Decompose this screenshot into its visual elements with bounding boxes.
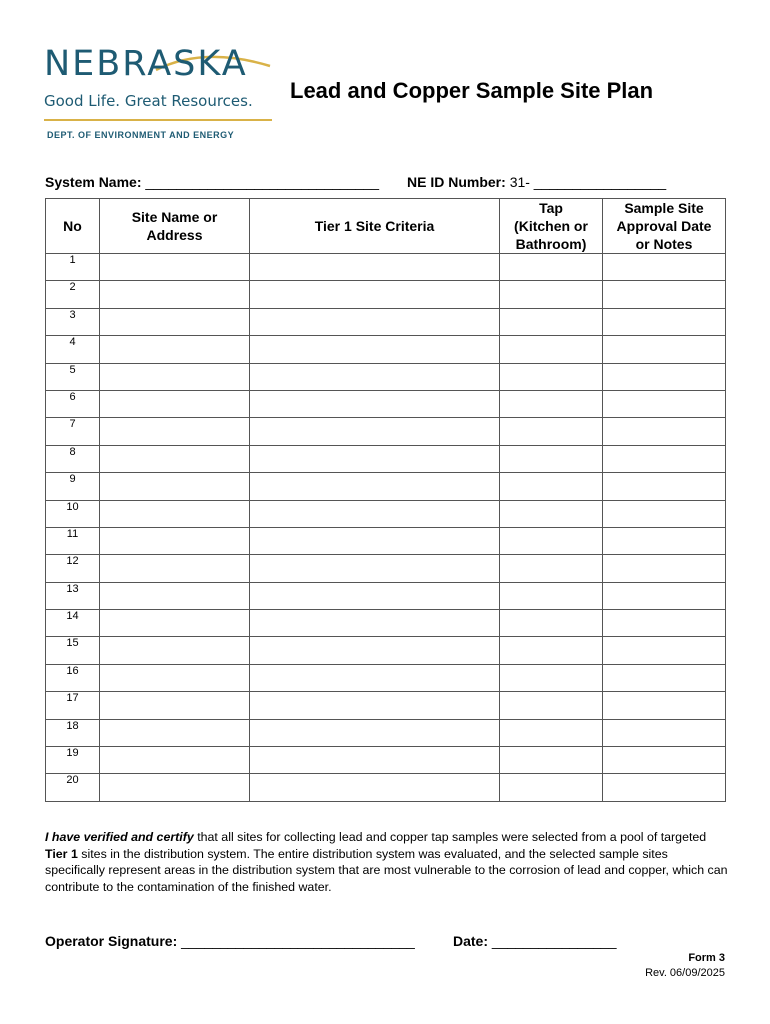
row-number: 19 (46, 747, 100, 774)
table-row (46, 445, 726, 472)
header-approval-date: Sample Site Approval Date or Notes (603, 199, 726, 254)
tap-cell[interactable] (500, 390, 603, 417)
site-name-cell[interactable] (100, 664, 250, 691)
site-name-cell[interactable] (100, 555, 250, 582)
table-row (46, 692, 726, 719)
row-number: 18 (46, 719, 100, 746)
tap-cell[interactable] (500, 254, 603, 281)
tap-cell[interactable] (500, 308, 603, 335)
table-row (46, 582, 726, 609)
tier1-criteria-cell[interactable] (250, 527, 500, 554)
site-name-cell[interactable] (100, 363, 250, 390)
tap-cell[interactable] (500, 363, 603, 390)
tap-cell[interactable] (500, 719, 603, 746)
table-row (46, 473, 726, 500)
approval-notes-cell[interactable] (603, 281, 726, 308)
table-row (46, 336, 726, 363)
approval-notes-cell[interactable] (603, 308, 726, 335)
row-number: 5 (46, 363, 100, 390)
page-title: Lead and Copper Sample Site Plan (290, 78, 654, 103)
approval-notes-cell[interactable] (603, 747, 726, 774)
table-row (46, 527, 726, 554)
table-row (46, 719, 726, 746)
table-row (46, 664, 726, 691)
table-row (46, 308, 726, 335)
site-name-cell[interactable] (100, 747, 250, 774)
row-number: 4 (46, 336, 100, 363)
approval-notes-cell[interactable] (603, 610, 726, 637)
site-name-cell[interactable] (100, 692, 250, 719)
approval-notes-cell[interactable] (603, 445, 726, 472)
row-number: 10 (46, 500, 100, 527)
tier1-criteria-cell[interactable] (250, 637, 500, 664)
nebraska-logo (44, 44, 276, 148)
tier1-criteria-cell[interactable] (250, 281, 500, 308)
ne-id-label: NE ID Number: (407, 174, 506, 190)
tier1-criteria-cell[interactable] (250, 336, 500, 363)
revision-date: Rev. 06/09/2025 (645, 967, 725, 979)
tap-cell[interactable] (500, 500, 603, 527)
certify-tier: Tier 1 (45, 846, 78, 861)
row-number: 1 (46, 254, 100, 281)
row-number: 2 (46, 281, 100, 308)
tap-cell[interactable] (500, 418, 603, 445)
tap-cell[interactable] (500, 555, 603, 582)
approval-notes-cell[interactable] (603, 390, 726, 417)
certify-text-1: that all sites for collecting lead and copper tap samples were selected from a pool of targeted (193, 830, 707, 844)
row-number: 11 (46, 527, 100, 554)
site-name-cell[interactable] (100, 473, 250, 500)
site-name-cell[interactable] (100, 500, 250, 527)
table-row (46, 500, 726, 527)
tap-cell[interactable] (500, 692, 603, 719)
tier1-criteria-cell[interactable] (250, 473, 500, 500)
row-number: 12 (46, 555, 100, 582)
operator-signature-field[interactable]: ______________________________ (181, 933, 415, 949)
table-row (46, 637, 726, 664)
tier1-criteria-cell[interactable] (250, 555, 500, 582)
site-name-cell[interactable] (100, 418, 250, 445)
logo-wordmark: NEBRASKA (44, 44, 248, 84)
ne-id-line (407, 174, 666, 190)
site-name-cell[interactable] (100, 719, 250, 746)
form-number: Form 3 (688, 952, 725, 964)
approval-notes-cell[interactable] (603, 254, 726, 281)
site-name-cell[interactable] (100, 390, 250, 417)
tier1-criteria-cell[interactable] (250, 747, 500, 774)
row-number: 3 (46, 308, 100, 335)
logo-department: DEPT. OF ENVIRONMENT AND ENERGY (47, 130, 235, 140)
row-number: 15 (46, 637, 100, 664)
tap-cell[interactable] (500, 336, 603, 363)
approval-notes-cell[interactable] (603, 418, 726, 445)
tap-cell[interactable] (500, 774, 603, 801)
table-row (46, 610, 726, 637)
table-row (46, 281, 726, 308)
site-name-cell[interactable] (100, 445, 250, 472)
system-name-field[interactable]: ______________________________ (145, 174, 379, 190)
table-row (46, 418, 726, 445)
table-row (46, 390, 726, 417)
row-number: 16 (46, 664, 100, 691)
header-tap: Tap (Kitchen or Bathroom) (500, 199, 603, 254)
date-line (453, 933, 616, 949)
tier1-criteria-cell[interactable] (250, 719, 500, 746)
system-name-line (45, 174, 379, 190)
site-name-cell[interactable] (100, 281, 250, 308)
header-tier1-criteria: Tier 1 Site Criteria (250, 199, 500, 254)
site-name-cell[interactable] (100, 254, 250, 281)
tier1-criteria-cell[interactable] (250, 445, 500, 472)
tier1-criteria-cell[interactable] (250, 254, 500, 281)
approval-notes-cell[interactable] (603, 527, 726, 554)
table-row (46, 254, 726, 281)
tier1-criteria-cell[interactable] (250, 610, 500, 637)
site-name-cell[interactable] (100, 774, 250, 801)
certify-text-2: sites in the distribution system. The entire distribution system was evaluated, and the selected sample sites specifically represent areas in the distribution system that are most vulnerable to the corrosion of lead and copper, which can contribute to the contamination of the finished water. (45, 846, 728, 894)
tap-cell[interactable] (500, 747, 603, 774)
sample-site-table (45, 198, 726, 802)
certify-lead: I have verified and certify (45, 830, 194, 844)
header-no: No (46, 199, 100, 254)
approval-notes-cell[interactable] (603, 582, 726, 609)
site-name-cell[interactable] (100, 610, 250, 637)
tier1-criteria-cell[interactable] (250, 500, 500, 527)
site-name-cell[interactable] (100, 336, 250, 363)
approval-notes-cell[interactable] (603, 719, 726, 746)
row-number: 7 (46, 418, 100, 445)
tier1-criteria-cell[interactable] (250, 582, 500, 609)
row-number: 6 (46, 390, 100, 417)
table-header-row (46, 199, 726, 254)
approval-notes-cell[interactable] (603, 336, 726, 363)
date-field[interactable]: ________________ (491, 933, 617, 949)
site-name-cell[interactable] (100, 527, 250, 554)
tier1-criteria-cell[interactable] (250, 390, 500, 417)
operator-signature-label: Operator Signature: (45, 933, 178, 949)
site-name-cell[interactable] (100, 308, 250, 335)
logo-divider (44, 119, 272, 121)
row-number: 17 (46, 692, 100, 719)
approval-notes-cell[interactable] (603, 637, 726, 664)
tap-cell[interactable] (500, 281, 603, 308)
table-row (46, 774, 726, 801)
tap-cell[interactable] (500, 445, 603, 472)
tap-cell[interactable] (500, 527, 603, 554)
row-number: 13 (46, 582, 100, 609)
certification-statement (45, 829, 730, 895)
tap-cell[interactable] (500, 637, 603, 664)
approval-notes-cell[interactable] (603, 692, 726, 719)
approval-notes-cell[interactable] (603, 555, 726, 582)
row-number: 8 (46, 445, 100, 472)
date-label: Date: (453, 933, 489, 949)
tier1-criteria-cell[interactable] (250, 363, 500, 390)
table-row (46, 555, 726, 582)
tier1-criteria-cell[interactable] (250, 692, 500, 719)
tap-cell[interactable] (500, 473, 603, 500)
table-row (46, 363, 726, 390)
table-row (46, 747, 726, 774)
tier1-criteria-cell[interactable] (250, 418, 500, 445)
header-site-name: Site Name or Address (100, 199, 250, 254)
tier1-criteria-cell[interactable] (250, 664, 500, 691)
site-name-cell[interactable] (100, 637, 250, 664)
row-number: 9 (46, 473, 100, 500)
tier1-criteria-cell[interactable] (250, 774, 500, 801)
logo-tagline: Good Life. Great Resources. (44, 92, 253, 110)
approval-notes-cell[interactable] (603, 363, 726, 390)
approval-notes-cell[interactable] (603, 473, 726, 500)
approval-notes-cell[interactable] (603, 664, 726, 691)
ne-id-field[interactable]: 31- _________________ (509, 174, 667, 190)
row-number: 14 (46, 610, 100, 637)
tap-cell[interactable] (500, 664, 603, 691)
approval-notes-cell[interactable] (603, 500, 726, 527)
tier1-criteria-cell[interactable] (250, 308, 500, 335)
system-name-label: System Name: (45, 174, 142, 190)
site-name-cell[interactable] (100, 582, 250, 609)
tap-cell[interactable] (500, 582, 603, 609)
approval-notes-cell[interactable] (603, 774, 726, 801)
row-number: 20 (46, 774, 100, 801)
tap-cell[interactable] (500, 610, 603, 637)
operator-signature-line (45, 933, 415, 949)
